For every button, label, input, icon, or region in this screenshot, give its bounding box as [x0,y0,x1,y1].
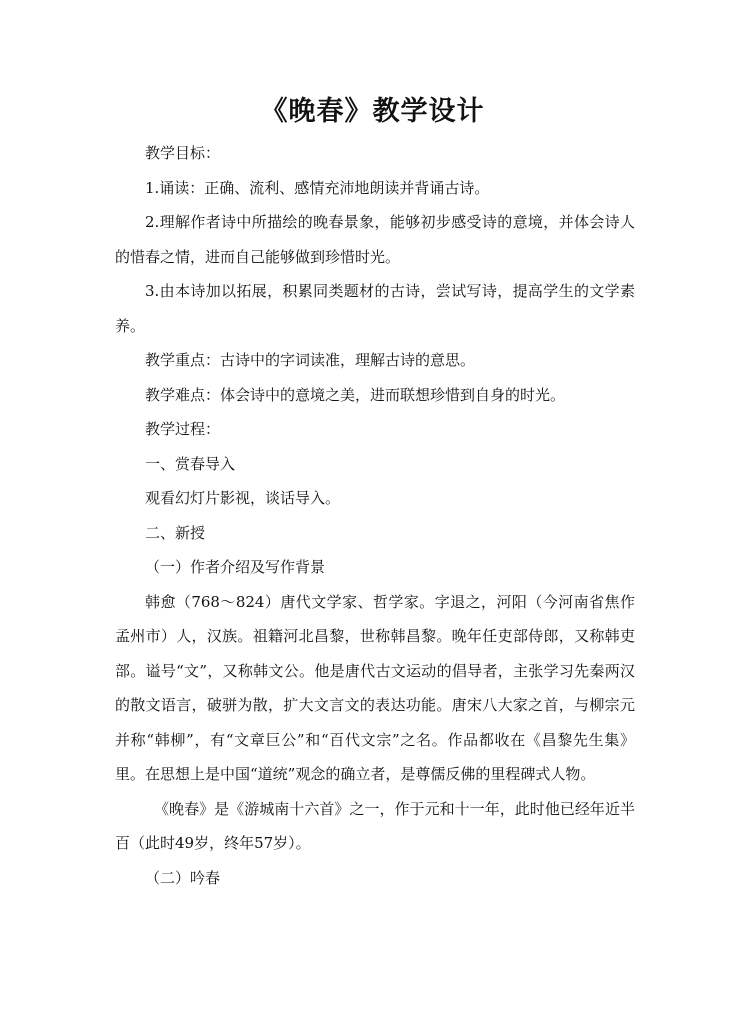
document-title: 《晚春》教学设计 [260,96,485,127]
document-body [115,136,635,895]
section-heading-2: 二、新授 [145,523,206,542]
paragraph-objective-2: 2.理解作者诗中所描绘的晚春景象，能够初步感受诗的意境，并体会诗人的惜春之情，进而自己能够做到珍惜时光。 [115,213,635,266]
paragraph-difficulties: 教学难点：体会诗中的意境之美，进而联想珍惜到自身的时光。 [145,385,566,404]
paragraph-key-points: 教学重点：古诗中的字词读准，理解古诗的意思。 [145,351,476,369]
paragraph-objective-3: 3.由本诗加以拓展，积累同类题材的古诗，尝试写诗，提高学生的文学素养。 [115,282,635,335]
subsection-heading-1: （一）作者介绍及写作背景 [145,558,326,576]
paragraph-intro: 观看幻灯片影视，谈话导入。 [145,489,341,507]
subsection-heading-2: （二）吟春 [145,868,221,887]
section-heading-1: 一、赏春导入 [145,454,236,473]
paragraph-process-heading: 教学过程： [145,420,221,438]
paragraph-objective-1: 1.诵读：正确、流利、感情充沛地朗读并背诵古诗。 [145,178,490,197]
paragraph-author-bio: 韩愈（768～824）唐代文学家、哲学家。字退之，河阳（今河南省焦作孟州市）人，汉族。祖籍河北昌黎，世称韩昌黎。晚年任吏部侍郎，又称韩吏部。谥号“文”，又称韩文公。他是唐代古文运动的倡导者，主张学习先秦两汉的散文语言，破骈为散，扩大文言文的表达功能。唐宋八大家之首，与柳宗元并称“韩柳”，有“文章巨公”和“百代文宗”之名。作品都收在《昌黎先生集》里。在思想上是中国“道统”观念的确立者，是尊儒反佛的里程碑式人物。 [115,592,635,783]
paragraph-poem-background: 《晚春》是《游城南十六首》之一，作于元和十一年，此时他已经年近半百（此时49岁，终年57岁）。 [115,799,635,852]
paragraph-objectives-heading: 教学目标： [145,144,221,162]
